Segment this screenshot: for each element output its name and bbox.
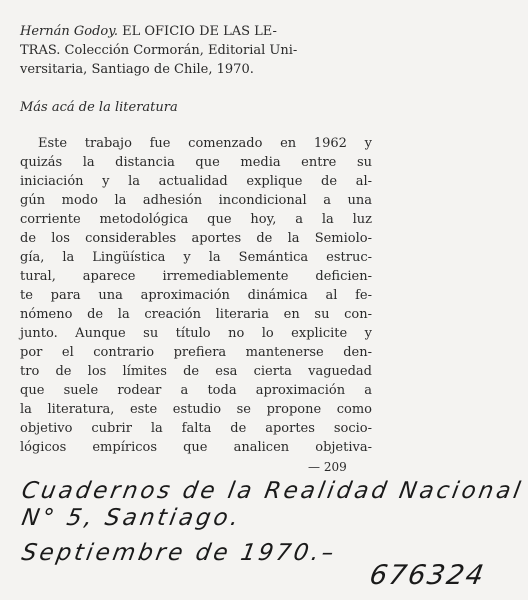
handwritten-issue-line: N° 5, Santiago.: [19, 505, 244, 531]
body-line: quizás la distancia que media entre su: [20, 155, 372, 170]
body-line: tro de los límites de esa cierta vaguedad: [20, 364, 372, 379]
body-line: gía, la Lingüística y la Semántica estruc-: [20, 250, 372, 265]
review-title: Más acá de la literatura: [20, 100, 178, 115]
author-name: Hernán Godoy.: [20, 24, 118, 39]
biblio-line-1: [20, 22, 370, 41]
body-line: objetivo cubrir la falta de aportes socio-: [20, 421, 372, 436]
body-line: Este trabajo fue comenzado en 1962 y: [38, 136, 372, 151]
body-line: junto. Aunque su título no lo explicite y: [20, 326, 372, 341]
body-line: la literatura, este estudio se propone como: [20, 402, 372, 417]
book-title-part: EL OFICIO DE LAS LE-: [122, 24, 277, 39]
body-line: gún modo la adhesión incondicional a una: [20, 193, 372, 208]
body-paragraph: [20, 134, 372, 457]
body-line: lógicos empíricos que analicen objetiva-: [20, 440, 372, 455]
biblio-line-3: versitaria, Santiago de Chile, 1970.: [20, 62, 254, 77]
handwritten-catalog-number: 676324: [367, 560, 488, 591]
body-line: de los considerables aportes de la Semiolo-: [20, 231, 372, 246]
handwritten-source-line: Cuadernos de la Realidad Nacional: [19, 478, 526, 504]
body-line: corriente metodológica que hoy, a la luz: [20, 212, 372, 227]
body-line: te para una aproximación dinámica al fe-: [20, 288, 372, 303]
body-line: tural, aparece irremediablemente deficien-: [20, 269, 372, 284]
body-line: nómeno de la creación literaria en su con-: [20, 307, 372, 322]
bibliographic-reference: [20, 22, 370, 79]
body-line: por el contrario prefiera mantenerse den-: [20, 345, 372, 360]
handwritten-date-line: Septiembre de 1970.–: [19, 540, 339, 566]
page-number: — 209: [308, 460, 347, 474]
body-line: iniciación y la actualidad explique de al-: [20, 174, 372, 189]
biblio-line-2: TRAS. Colección Cormorán, Editorial Uni-: [20, 43, 298, 58]
body-line: que suele rodear a toda aproximación a: [20, 383, 372, 398]
